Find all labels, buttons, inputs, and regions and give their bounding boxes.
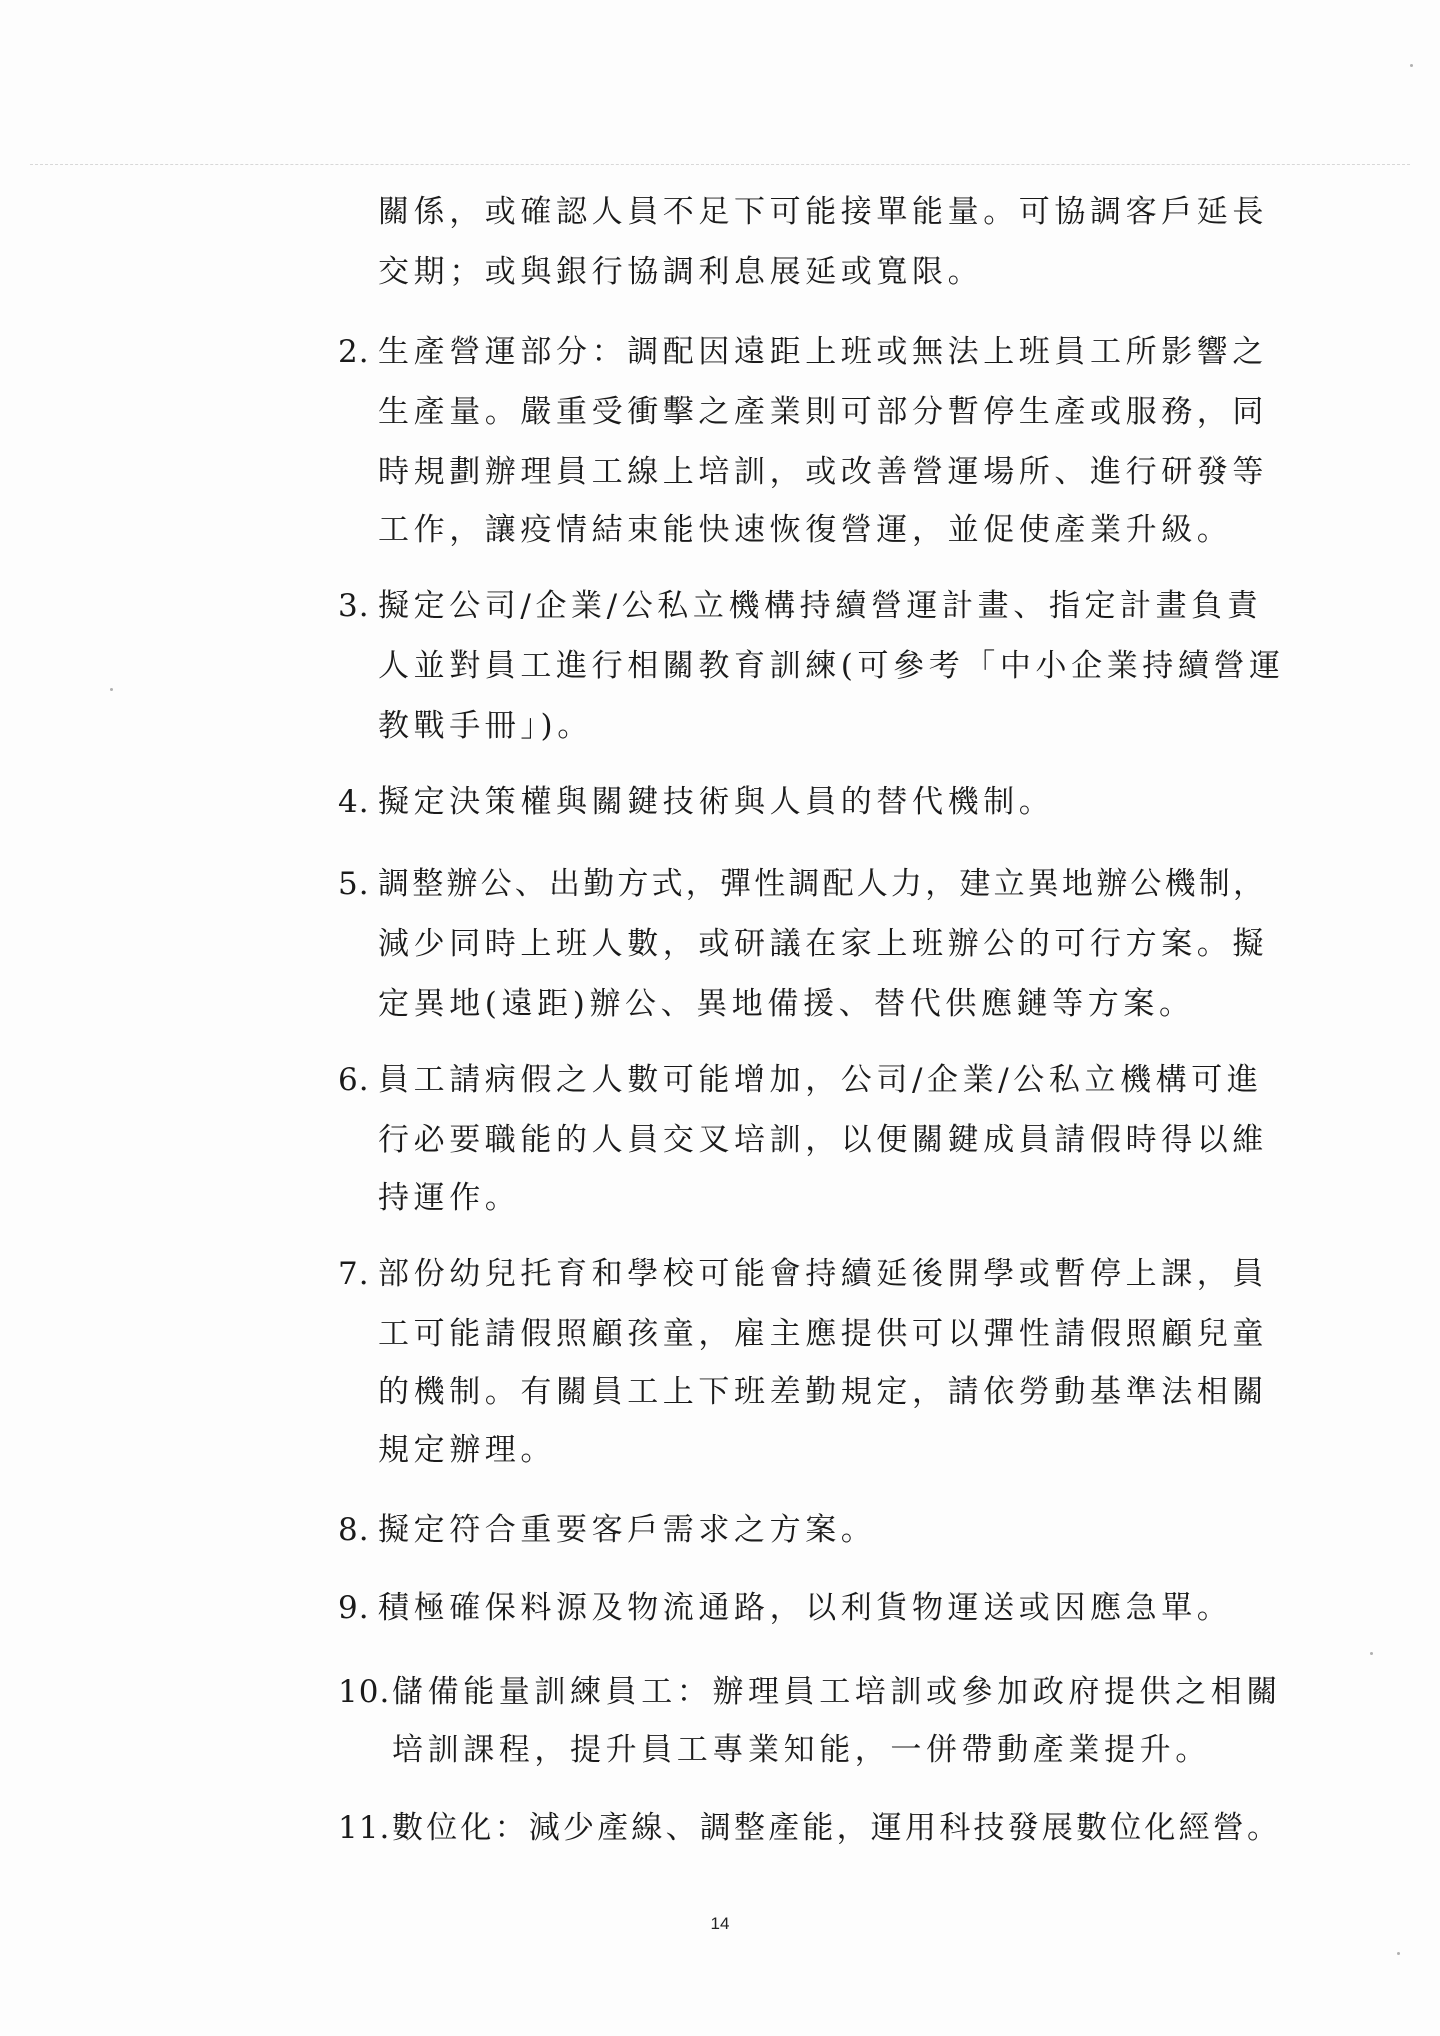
list-item-number: 3. — [338, 588, 370, 624]
list-item-line: 調整辦公、出勤方式，彈性調配人力，建立異地辦公機制， — [378, 866, 1268, 902]
continuation-line: 交期；或與銀行協調利息展延或寬限。 — [378, 254, 984, 290]
list-item-number: 10. — [338, 1674, 391, 1710]
list-item-number: 11. — [338, 1810, 391, 1846]
scan-fold-line — [30, 164, 1410, 165]
scan-speck — [1410, 64, 1413, 67]
list-item-line: 培訓課程，提升員工專業知能，一併帶動產業提升。 — [392, 1732, 1211, 1768]
list-item-line: 員工請病假之人數可能增加，公司/企業/公私立機構可進 — [378, 1062, 1263, 1098]
list-item-line: 生產營運部分：調配因遠距上班或無法上班員工所影響之 — [378, 334, 1268, 370]
list-item-line: 人並對員工進行相關教育訓練(可參考「中小企業持續營運 — [378, 648, 1285, 684]
list-item-line: 擬定公司/企業/公私立機構持續營運計畫、指定計畫負責 — [378, 588, 1263, 624]
scan-speck — [1370, 1652, 1373, 1655]
list-item-number: 7. — [338, 1256, 370, 1292]
list-item-line: 擬定決策權與關鍵技術與人員的替代機制。 — [378, 784, 1055, 820]
list-item-line: 定異地(遠距)辦公、異地備援、替代供應鏈等方案。 — [378, 986, 1195, 1022]
list-item-line: 持運作。 — [378, 1180, 521, 1216]
list-item-line: 減少同時上班人數，或研議在家上班辦公的可行方案。擬 — [378, 926, 1268, 962]
list-item-number: 9. — [338, 1590, 370, 1626]
list-item-line: 積極確保料源及物流通路，以利貨物運送或因應急單。 — [378, 1590, 1233, 1626]
list-item-line: 擬定符合重要客戶需求之方案。 — [378, 1512, 877, 1548]
list-item-line: 生產量。嚴重受衝擊之產業則可部分暫停生產或服務，同 — [378, 394, 1268, 430]
list-item-number: 6. — [338, 1062, 370, 1098]
list-item-line: 時規劃辦理員工線上培訓，或改善營運場所、進行研發等 — [378, 454, 1268, 490]
list-item-line: 部份幼兒托育和學校可能會持續延後開學或暫停上課，員 — [378, 1256, 1268, 1292]
list-item-line: 工可能請假照顧孩童，雇主應提供可以彈性請假照顧兒童 — [378, 1316, 1268, 1352]
list-item-line: 數位化：減少產線、調整產能，運用科技發展數位化經營。 — [392, 1810, 1282, 1846]
list-item-line: 行必要職能的人員交叉培訓，以便關鍵成員請假時得以維 — [378, 1122, 1268, 1158]
list-item-number: 2. — [338, 334, 370, 370]
list-item-line: 工作，讓疫情結束能快速恢復營運，並促使產業升級。 — [378, 512, 1233, 548]
scan-speck — [110, 688, 113, 691]
scan-speck — [1397, 1952, 1400, 1955]
list-item-line: 規定辦理。 — [378, 1432, 556, 1468]
page-number: 14 — [710, 1914, 730, 1933]
list-item-number: 4. — [338, 784, 370, 820]
list-item-line: 教戰手冊」)。 — [378, 708, 593, 744]
list-item-line: 儲備能量訓練員工：辦理員工培訓或參加政府提供之相關 — [392, 1674, 1282, 1710]
list-item-number: 8. — [338, 1512, 370, 1548]
continuation-line: 關係，或確認人員不足下可能接單能量。可協調客戶延長 — [378, 194, 1268, 230]
list-item-line: 的機制。有關員工上下班差勤規定，請依勞動基準法相關 — [378, 1374, 1268, 1410]
list-item-number: 5. — [338, 866, 370, 902]
